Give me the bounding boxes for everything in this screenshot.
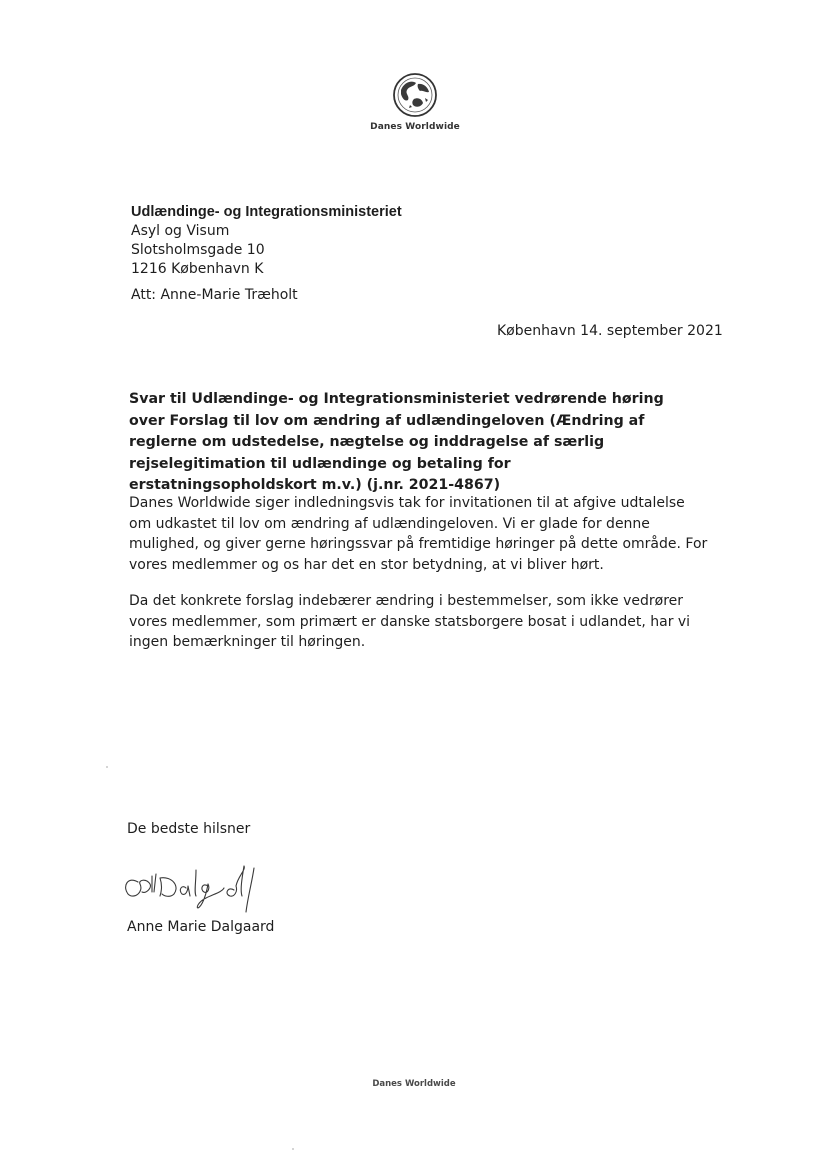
recipient-address: [131, 203, 402, 279]
recipient-dept: Asyl og Visum: [131, 223, 230, 239]
scan-speck: [292, 1148, 294, 1150]
globe-logo-icon: [392, 72, 438, 118]
logo-wordmark: Danes Worldwide: [370, 122, 460, 132]
footer-org-name: Danes Worldwide: [372, 1079, 456, 1089]
scan-speck: [106, 766, 108, 768]
recipient-street: Slotsholmsgade 10: [131, 242, 265, 258]
body-paragraph-2: Da det konkrete forslag indebærer ændring i bestemmelser, som ikke vedrører vores medlemmer, som primært er danske statsborgere bosat i udlandet, har vi ingen bemærkninger til høringen.: [129, 593, 691, 650]
signer-name: Anne Marie Dalgaard: [127, 919, 275, 935]
recipient-city: 1216 København K: [131, 261, 264, 277]
letterhead-logo: [360, 72, 470, 132]
letter-date: København 14. september 2021: [497, 323, 723, 339]
subject-heading: Svar til Udlændinge- og Integrationsministeriet vedrørende høring over Forslag til lov om ændring af udlændingeloven (Ændring af reglerne om udstedelse, nægtelse og inddragelse af særlig rejselegitimation til udlændinge og betaling for erstatningsopholdskort m.v.) (j.nr. 2021-4867): [129, 391, 664, 493]
page-footer: [204, 1078, 624, 1091]
body-paragraph-1: Danes Worldwide siger indledningsvis tak for invitationen til at afgive udtalelse om udkastet til lov om ændring af udlændingeloven. Vi er glade for denne mulighed, og giver gerne høringssvar på fremtidige høringer på dette område. For vores medlemmer og os har det en stor betydning, at vi bliver hørt.: [129, 495, 708, 573]
attention-line: Att: Anne-Marie Træholt: [131, 287, 298, 303]
handwritten-signature: [116, 862, 296, 918]
recipient-org: Udlændinge- og Integrationsministeriet: [131, 204, 402, 220]
closing-line: De bedste hilsner: [127, 821, 251, 837]
